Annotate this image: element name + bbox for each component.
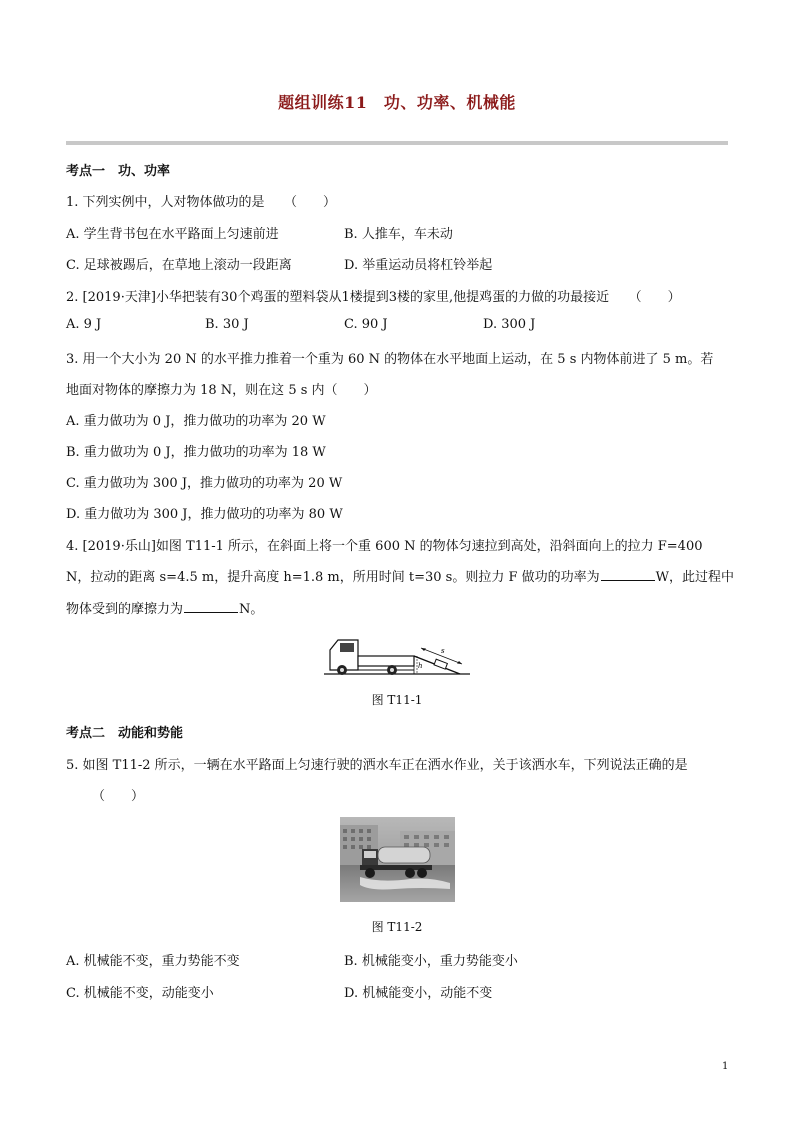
question-5-stem-line-2: （ ）: [92, 789, 145, 804]
question-5-stem-line-1: 5. 如图 T11-2 所示，一辆在水平路面上匀速行驶的洒水车正在洒水作业，关于该洒水车，下列说法正确的是: [66, 758, 688, 773]
question-3-stem-line-1: 3. 用一个大小为 20 N 的水平推力推着一个重为 60 N 的物体在水平地面上运动，在 5 s 内物体前进了 5 m。若: [66, 352, 714, 367]
figure-t11-2-caption: 图 T11-2: [371, 920, 423, 934]
question-3-option-c: C. 重力做功为 300 J，推力做功的功率为 20 W: [66, 476, 343, 491]
question-5-option-d: D. 机械能变小，动能不变: [344, 986, 493, 1001]
page-number: 1: [722, 1061, 729, 1072]
question-1-option-a: A. 学生背书包在水平路面上匀速前进: [66, 227, 279, 242]
answer-blank-friction[interactable]: [184, 600, 238, 613]
question-1-stem: 1. 下列实例中，人对物体做功的是 （ ）: [66, 195, 337, 210]
section-heading-1: 考点一 功、功率: [66, 164, 171, 179]
figure-t11-2: [340, 817, 455, 902]
question-1-option-d: D. 举重运动员将杠铃举起: [344, 258, 493, 273]
question-4-line-2b: W，此过程中: [655, 570, 734, 585]
question-3-option-d: D. 重力做功为 300 J，推力做功的功率为 80 W: [66, 507, 343, 522]
question-2-option-a: A. 9 J: [66, 317, 102, 332]
question-5-option-a: A. 机械能不变，重力势能不变: [66, 954, 240, 969]
question-3-option-b: B. 重力做功为 0 J，推力做功的功率为 18 W: [66, 445, 326, 460]
question-2-option-d: D. 300 J: [483, 317, 536, 332]
question-4-line-1: 4. [2019·乐山]如图 T11-1 所示，在斜面上将一个重 600 N 的物体匀速拉到高处，沿斜面向上的拉力 F=400: [66, 539, 703, 554]
figure-label-h: h: [418, 662, 423, 670]
question-2-stem: 2. [2019·天津]小华把装有30个鸡蛋的塑料袋从1楼提到3楼的家里,他提鸡蛋的力做的功最接近 （ ）: [66, 290, 681, 305]
question-4-line-2: [66, 566, 734, 585]
figure-t11-1-caption: 图 T11-1: [371, 693, 423, 707]
question-4-line-3b: N。: [239, 602, 264, 617]
answer-blank-power[interactable]: [601, 568, 655, 581]
question-1-option-c: C. 足球被踢后，在草地上滚动一段距离: [66, 258, 292, 273]
question-3-stem-line-2: 地面对物体的摩擦力为 18 N，则在这 5 s 内（ ）: [66, 383, 377, 398]
question-3-option-a: A. 重力做功为 0 J，推力做功的功率为 20 W: [66, 414, 326, 429]
question-4-line-3: [66, 598, 263, 617]
title-divider: [66, 141, 728, 145]
figure-label-s: s: [441, 647, 445, 655]
question-2-option-c: C. 90 J: [344, 317, 388, 332]
question-4-line-2a: N，拉动的距离 s=4.5 m，提升高度 h=1.8 m，所用时间 t=30 s。则拉力 F 做功的功率为: [66, 570, 600, 585]
question-1-option-b: B. 人推车，车未动: [344, 227, 453, 242]
figure-t11-1: [322, 628, 472, 678]
section-heading-2: 考点二 动能和势能: [66, 726, 184, 741]
question-2-option-b: B. 30 J: [205, 317, 249, 332]
question-5-option-b: B. 机械能变小，重力势能变小: [344, 954, 518, 969]
question-4-line-3a: 物体受到的摩擦力为: [66, 602, 184, 617]
page-title: 题组训练11 功、功率、机械能: [278, 93, 516, 112]
question-5-option-c: C. 机械能不变，动能变小: [66, 986, 214, 1001]
